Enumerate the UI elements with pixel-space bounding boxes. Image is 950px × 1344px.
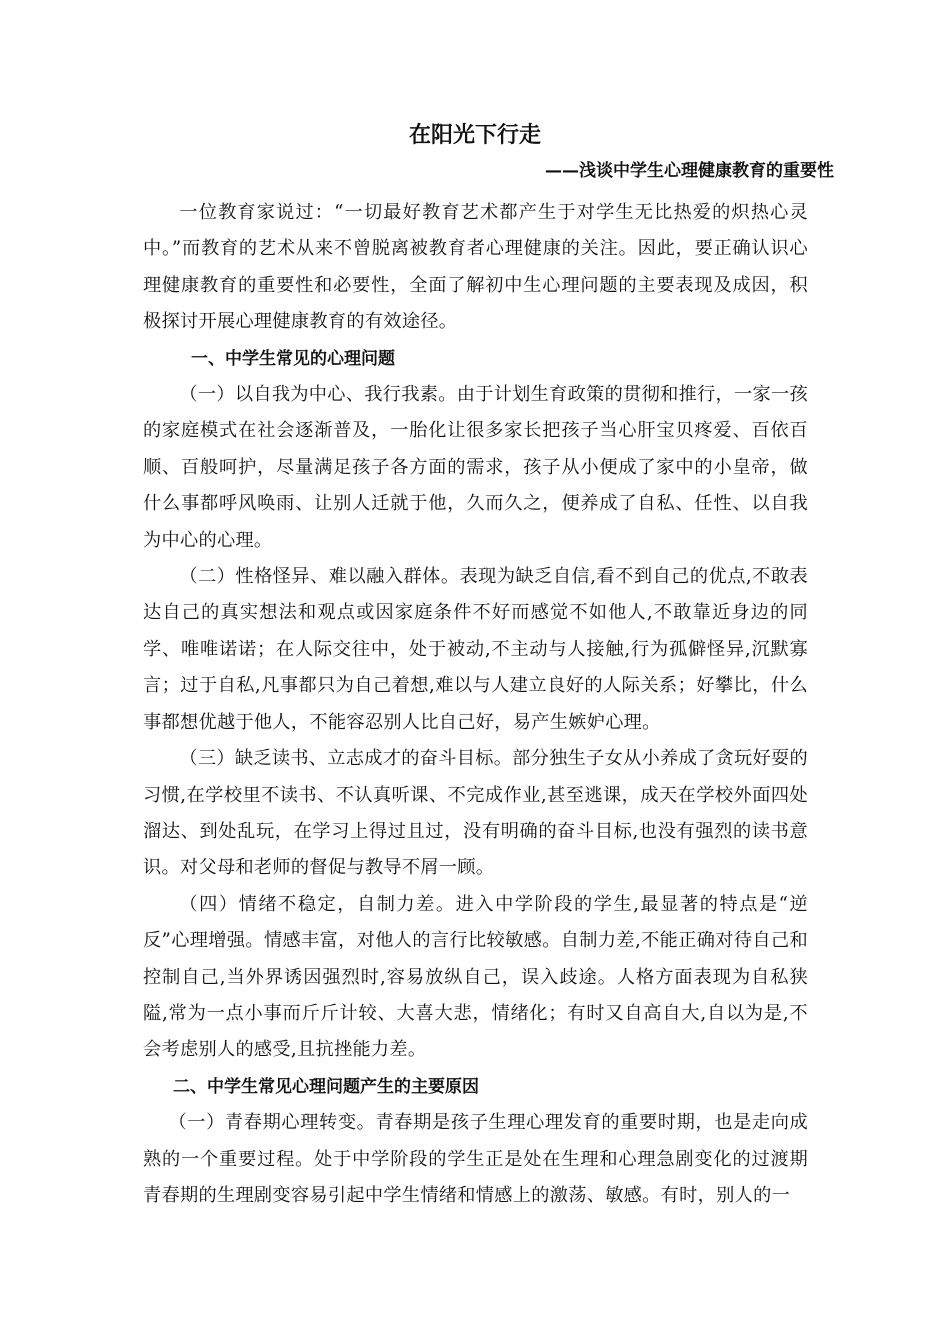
page-title: 在阳光下行走: [408, 123, 541, 148]
document-body: [143, 195, 808, 1214]
body-paragraph: （二）性格怪异、难以融入群体。表现为缺乏自信,看不到自己的优点,不敢表达自己的真实想法和观点或因家庭条件不好而感觉不如他人,不敢靠近身边的同学、唯唯诺诺；在人际交往中，处于被动,不主动与人接触,行为孤僻怪异,沉默寡言；过于自私,凡事都只为自己着想,难以与人建立良好的人际关系；好攀比，什么事都想优越于他人，不能容忍别人比自己好，易产生嫉妒心理。: [143, 566, 808, 733]
body-paragraph: （一）以自我为中心、我行我素。由于计划生育政策的贯彻和推行，一家一孩的家庭模式在社会逐渐普及，一胎化让很多家长把孩子当心肝宝贝疼爱、百依百顺、百般呵护，尽量满足孩子各方面的需求，孩子从小便成了家中的小皇帝，做什么事都呼风唤雨、让别人迁就于他，久而久之，便养成了自私、任性、以自我为中心的心理。: [143, 384, 808, 551]
section-heading-2: 二、中学生常见心理问题产生的主要原因: [173, 1076, 479, 1097]
body-paragraph: （一）青春期心理转变。青春期是孩子生理心理发育的重要时期，也是走向成熟的一个重要过程。处于中学阶段的学生正是处在生理和心理急剧变化的过渡期 青春期的生理剧变容易引起中学生情绪和情感上的激荡、敏感。有时，别人的一: [143, 1112, 808, 1206]
body-paragraph: （四）情绪不稳定，自制力差。进入中学阶段的学生,最显著的特点是“逆反”心理增强。情感丰富，对他人的言行比较敏感。自制力差,不能正确对待自己和控制自己,当外界诱因强烈时,容易放纵自己，误入歧途。人格方面表现为自私狭隘,常为一点小事而斤斤计较、大喜大悲，情绪化；有时又自高自大,自以为是,不会考虑别人的感受,且抗挫能力差。: [143, 893, 808, 1061]
intro-paragraph: 一位教育家说过：“一切最好教育艺术都产生于对学生无比热爱的炽热心灵中。”而教育的艺术从来不曾脱离被教育者心理健康的关注。因此，要正确认识心理健康教育的重要性和必要性，全面了解初中生心理问题的主要表现及成因，积极探讨开展心理健康教育的有效途径。: [143, 202, 808, 333]
page-subtitle: ——浅谈中学生心理健康教育的重要性: [545, 161, 834, 181]
body-paragraph: （三）缺乏读书、立志成才的奋斗目标。部分独生子女从小养成了贪玩好耍的习惯,在学校里不读书、不认真听课、不完成作业,甚至逃课，成天在学校外面四处溜达、到处乱玩，在学习上得过且过，没有明确的奋斗目标,也没有强烈的读书意识。对父母和老师的督促与教导不屑一顾。: [143, 748, 808, 879]
section-heading-1: 一、中学生常见的心理问题: [191, 348, 395, 369]
